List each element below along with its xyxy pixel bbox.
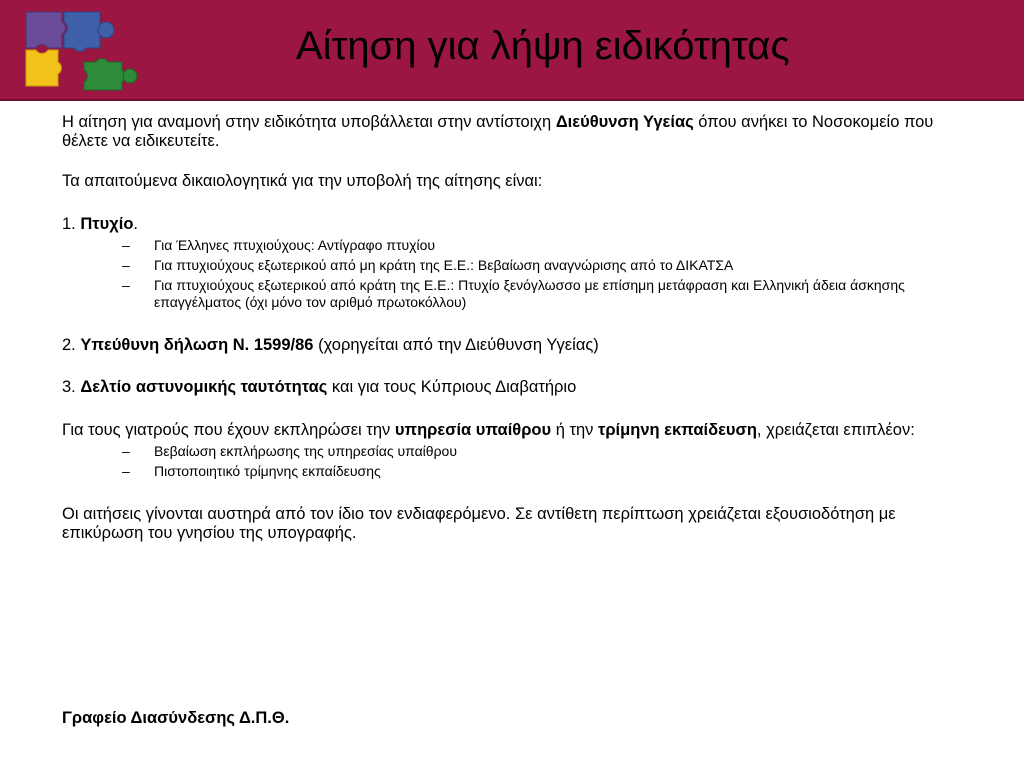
sub-item-text: Βεβαίωση εκπλήρωσης της υπηρεσίας υπαίθρου bbox=[154, 443, 457, 459]
header-bar bbox=[0, 0, 1024, 101]
sub-item-text: Για πτυχιούχους εξωτερικού από μη κράτη της Ε.Ε.: Βεβαίωση αναγνώρισης από το ΔΙΚΑΤΣΑ bbox=[154, 257, 734, 273]
footer-office-name: Γραφείο Διασύνδεσης Δ.Π.Θ. bbox=[62, 709, 290, 727]
dash-bullet: – bbox=[122, 277, 130, 293]
document-body bbox=[62, 113, 962, 543]
rural-text-end: , χρειάζεται επιπλέον: bbox=[756, 421, 915, 439]
item-3-title: Δελτίο αστυνομικής ταυτότητας bbox=[80, 378, 328, 396]
item-2-suffix: (χορηγείται από την Διεύθυνση Υγείας) bbox=[313, 336, 599, 354]
rural-text-mid: ή την bbox=[551, 421, 598, 439]
sub-item-text: Πιστοποιητικό τρίμηνης εκπαίδευσης bbox=[154, 463, 381, 479]
rural-text: Για τους γιατρούς που έχουν εκπληρώσει την bbox=[62, 421, 395, 439]
sub-item bbox=[62, 237, 962, 254]
sub-item bbox=[62, 463, 962, 480]
item-2-title: Υπεύθυνη δήλωση Ν. 1599/86 bbox=[80, 336, 314, 354]
item-3-suffix: και για τους Κύπριους Διαβατήριο bbox=[327, 378, 577, 396]
sub-item bbox=[62, 257, 962, 274]
item-1-suffix: . bbox=[133, 215, 138, 233]
sub-item-text: Για πτυχιούχους εξωτερικού από κράτη της Ε.Ε.: Πτυχίο ξενόγλωσσο με επίσημη μετάφραση και Ελληνική άδεια άσκησης επαγγέλματος (όχι μόνο τον αριθμό πρωτοκόλλου) bbox=[154, 277, 905, 310]
sub-item bbox=[62, 277, 962, 311]
intro-paragraph bbox=[62, 113, 962, 151]
training-term: τρίμηνη εκπαίδευση bbox=[597, 421, 757, 439]
item-1 bbox=[62, 215, 962, 234]
sub-item-text: Για Έλληνες πτυχιούχους: Αντίγραφο πτυχίου bbox=[154, 237, 436, 253]
rural-service-paragraph bbox=[62, 421, 962, 440]
rural-service-term: υπηρεσία υπαίθρου bbox=[394, 421, 552, 439]
closing-paragraph: Οι αιτήσεις γίνονται αυστηρά από τον ίδιο τον ενδιαφερόμενο. Σε αντίθετη περίπτωση χρειάζεται εξουσιοδότηση με επικύρωση του γνησίου της υπογραφής. bbox=[62, 505, 896, 542]
dash-bullet: – bbox=[122, 443, 130, 459]
item-2-number: 2. bbox=[62, 336, 81, 354]
sub-item bbox=[62, 443, 962, 460]
documents-intro: Τα απαιτούμενα δικαιολογητικά για την υποβολή της αίτησης είναι: bbox=[62, 172, 543, 190]
item-1-title: Πτυχίο bbox=[80, 215, 134, 233]
item-2 bbox=[62, 336, 962, 355]
puzzle-pieces-icon bbox=[22, 8, 140, 94]
dash-bullet: – bbox=[122, 237, 130, 253]
health-directorate-term: Διεύθυνση Υγείας bbox=[555, 113, 694, 131]
item-3-number: 3. bbox=[62, 378, 81, 396]
item-1-number: 1. bbox=[62, 215, 81, 233]
page-title: Αίτηση για λήψη ειδικότητας bbox=[296, 24, 790, 68]
dash-bullet: – bbox=[122, 463, 130, 479]
item-3 bbox=[62, 378, 962, 397]
intro-text: Η αίτηση για αναμονή στην ειδικότητα υποβάλλεται στην αντίστοιχη bbox=[62, 113, 556, 131]
dash-bullet: – bbox=[122, 257, 130, 273]
intro-text-end: όπου ανήκει το Νοσοκομείο που θέλετε να ειδικευτείτε. bbox=[62, 113, 934, 150]
